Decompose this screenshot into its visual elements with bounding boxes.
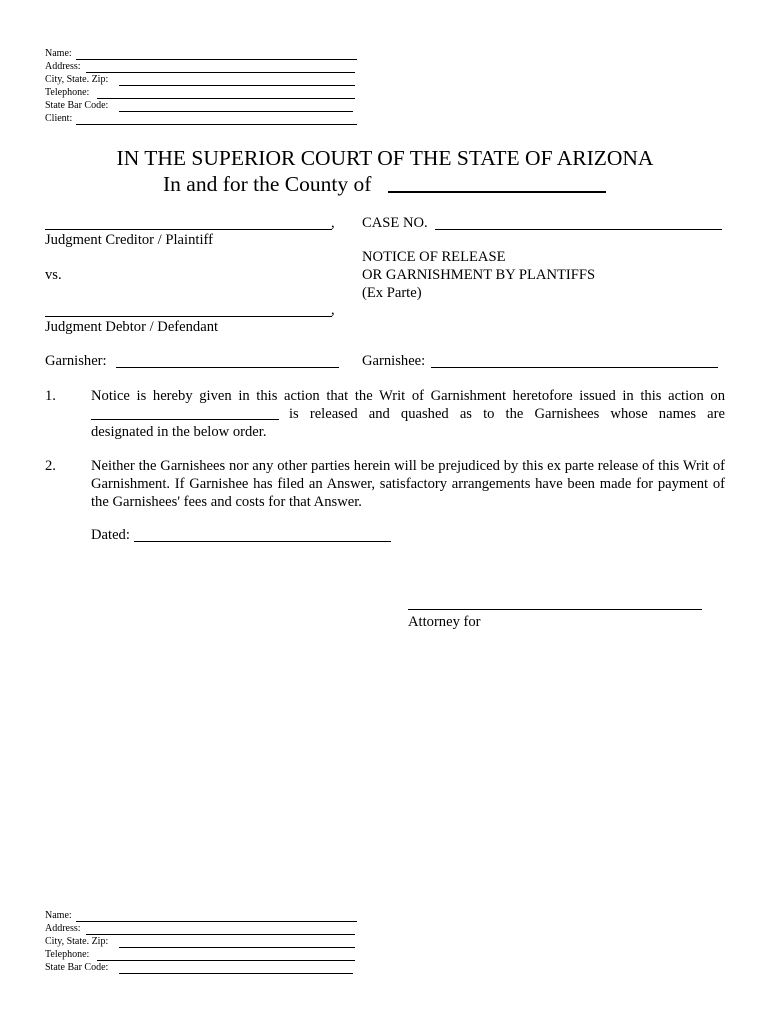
top-telephone-field[interactable]	[97, 98, 355, 99]
top-name-field[interactable]	[76, 59, 357, 60]
paragraph-2-text: Neither the Garnishees nor any other parties herein will be prejudiced by this ex parte release of this Writ of Garnishment. If Garnishee has filed an Answer, satisfactory arrangements have been made for payment of the Garnishees' fees and costs for that Answer.	[91, 458, 725, 510]
paragraph-1-line-3: designated in the below order.	[91, 424, 267, 440]
top-telephone-label: Telephone:	[45, 87, 90, 98]
paragraph-1-line-2: is released and quashed as to the Garnishees whose names are	[289, 406, 725, 422]
top-name-label: Name:	[45, 48, 72, 59]
garnisher-label: Garnisher:	[45, 353, 107, 369]
dated-field[interactable]	[134, 541, 391, 542]
bottom-address-field[interactable]	[86, 934, 355, 935]
top-city-label: City, State. Zip:	[45, 74, 109, 85]
garnishee-label: Garnishee:	[362, 353, 426, 369]
attorney-signature-field[interactable]	[408, 609, 702, 610]
top-client-field[interactable]	[76, 124, 357, 125]
case-number-label: CASE NO.	[362, 215, 428, 231]
bottom-city-label: City, State. Zip:	[45, 936, 109, 947]
defendant-label: Judgment Debtor / Defendant	[45, 319, 219, 335]
top-client-label: Client:	[45, 113, 73, 124]
bottom-bar-code-label: State Bar Code:	[45, 962, 109, 973]
top-address-field[interactable]	[86, 72, 355, 73]
writ-date-field[interactable]	[91, 419, 279, 420]
county-line-label: In and for the County of	[163, 172, 372, 196]
paragraph-1-line-1: Notice is hereby given in this action that the Writ of Garnishment heretofore issued in this action on	[91, 388, 725, 404]
document-title-line-2: OR GARNISHMENT BY PLANTIFFS	[362, 267, 596, 283]
case-number-field[interactable]	[435, 229, 722, 230]
bottom-telephone-field[interactable]	[97, 960, 355, 961]
top-bar-code-label: State Bar Code:	[45, 100, 109, 111]
court-title: IN THE SUPERIOR COURT OF THE STATE OF ARIZONA	[116, 146, 654, 170]
document-title-line-1: NOTICE OF RELEASE	[362, 249, 506, 265]
bottom-telephone-label: Telephone:	[45, 949, 90, 960]
bottom-name-field[interactable]	[76, 921, 357, 922]
defendant-name-field[interactable]	[45, 316, 332, 317]
top-address-label: Address:	[45, 61, 81, 72]
versus-label: vs.	[45, 267, 62, 283]
attorney-for-label: Attorney for	[408, 614, 481, 630]
bottom-address-label: Address:	[45, 923, 81, 934]
paragraph-2-number: 2.	[45, 458, 56, 474]
plaintiff-label: Judgment Creditor / Plaintiff	[45, 232, 213, 248]
plaintiff-name-field[interactable]	[45, 229, 332, 230]
bottom-bar-code-field[interactable]	[119, 973, 353, 974]
paragraph-1-number: 1.	[45, 388, 56, 404]
garnishee-field[interactable]	[431, 367, 718, 368]
top-city-field[interactable]	[119, 85, 355, 86]
plaintiff-comma: ,	[331, 215, 335, 231]
top-bar-code-field[interactable]	[119, 111, 353, 112]
county-field[interactable]	[388, 191, 606, 193]
document-title-line-3: (Ex Parte)	[362, 285, 422, 301]
defendant-comma: ,	[331, 302, 335, 318]
dated-label: Dated:	[91, 527, 130, 543]
garnisher-field[interactable]	[116, 367, 339, 368]
bottom-city-field[interactable]	[119, 947, 355, 948]
bottom-name-label: Name:	[45, 910, 72, 921]
